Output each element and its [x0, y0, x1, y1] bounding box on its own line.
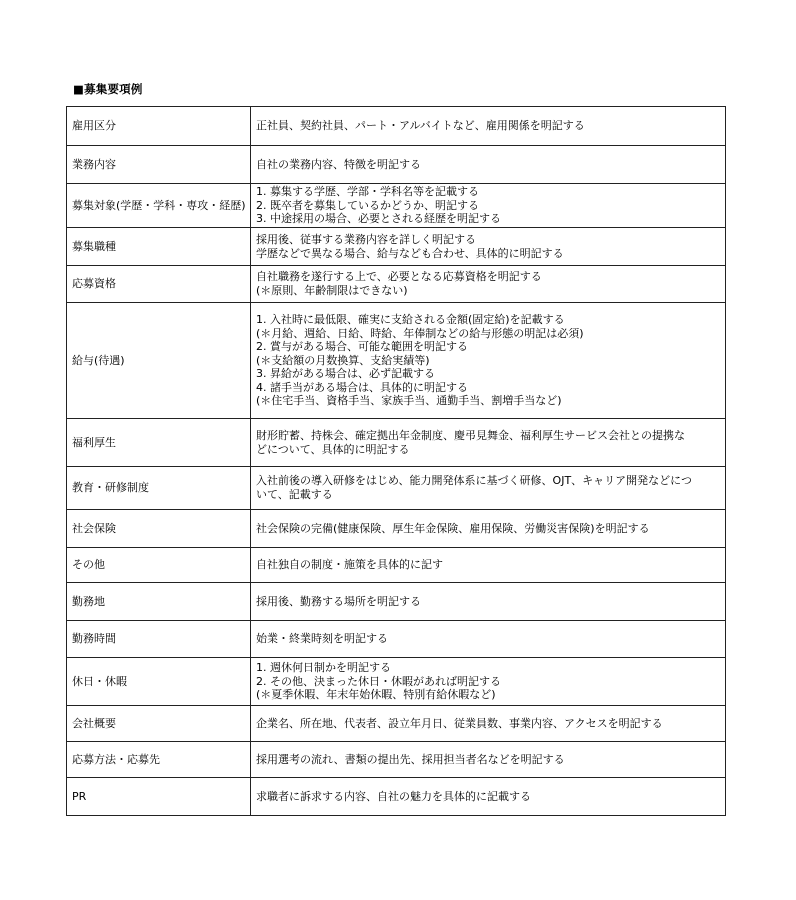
- content-line: 1. 週休何日制かを明記する: [256, 661, 391, 675]
- row-content: [251, 266, 726, 303]
- row-content: [251, 742, 726, 778]
- row-label: 応募資格: [67, 266, 251, 303]
- row-label: 募集職種: [67, 228, 251, 266]
- content-line: (＊月給、週給、日給、時給、年俸制などの給与形態の明記は必須): [256, 326, 584, 340]
- row-label: 給与(待遇): [67, 303, 251, 419]
- table-row: [67, 742, 726, 778]
- content-line: 2. その他、決まった休日・休暇があれば明記する: [256, 674, 501, 688]
- row-content: [251, 184, 726, 228]
- content-line: 3. 昇給がある場合は、必ず記載する: [256, 367, 435, 381]
- table-row: [67, 266, 726, 303]
- table-row: [67, 658, 726, 706]
- row-label: その他: [67, 548, 251, 583]
- content-line: 正社員、契約社員、パート・アルバイトなど、雇用関係を明記する: [256, 119, 585, 133]
- row-content: [251, 621, 726, 658]
- row-label: 休日・休暇: [67, 658, 251, 706]
- table-row: [67, 467, 726, 510]
- content-line: 入社前後の導入研修をはじめ、能力開発体系に基づく研修、OJT、キャリア開発などにつ: [256, 474, 692, 488]
- table-row: [67, 548, 726, 583]
- table-row: [67, 419, 726, 467]
- row-content: [251, 658, 726, 706]
- content-line: (＊支給額の月数換算、支給実績等): [256, 353, 430, 367]
- content-line: 自社職務を遂行する上で、必要となる応募資格を明記する: [256, 270, 542, 284]
- content-line: 1. 入社時に最低限、確実に支給される金額(固定給)を記載する: [256, 312, 565, 326]
- row-content: [251, 146, 726, 184]
- table-row: [67, 778, 726, 816]
- row-content: [251, 419, 726, 467]
- content-line: 採用選考の流れ、書類の提出先、採用担当者名などを明記する: [256, 752, 565, 766]
- content-line: 2. 既卒者を募集しているかどうか、明記する: [256, 198, 479, 212]
- row-label: 募集対象(学歴・学科・専攻・経歴): [67, 184, 251, 228]
- content-line: 企業名、所在地、代表者、設立年月日、従業員数、事業内容、アクセスを明記する: [256, 716, 663, 730]
- page-title: ■募集要項例: [73, 82, 143, 96]
- row-label: 業務内容: [67, 146, 251, 184]
- row-content: [251, 706, 726, 742]
- content-line: (＊住宅手当、資格手当、家族手当、通勤手当、割増手当など): [256, 394, 562, 408]
- row-label: 雇用区分: [67, 107, 251, 146]
- row-label: 社会保険: [67, 510, 251, 548]
- requirements-table: [66, 106, 726, 816]
- row-label: 勤務時間: [67, 621, 251, 658]
- row-content: [251, 548, 726, 583]
- content-line: 2. 賞与がある場合、可能な範囲を明記する: [256, 340, 468, 354]
- content-line: 採用後、従事する業務内容を詳しく明記する: [256, 232, 476, 246]
- row-content: [251, 228, 726, 266]
- row-label: 福利厚生: [67, 419, 251, 467]
- content-line: 社会保険の完備(健康保険、厚生年金保険、雇用保険、労働災害保険)を明記する: [256, 521, 650, 535]
- row-content: [251, 303, 726, 419]
- row-content: [251, 467, 726, 510]
- table-row: [67, 510, 726, 548]
- row-label: 会社概要: [67, 706, 251, 742]
- content-line: (＊夏季休暇、年末年始休暇、特別有給休暇など): [256, 688, 496, 702]
- table-row: [67, 228, 726, 266]
- content-line: 4. 諸手当がある場合は、具体的に明記する: [256, 380, 468, 394]
- content-line: 求職者に訴求する内容、自社の魅力を具体的に記載する: [256, 789, 531, 803]
- table-row: [67, 303, 726, 419]
- content-line: 学歴などで異なる場合、給与なども合わせ、具体的に明記する: [256, 246, 564, 260]
- row-label: 勤務地: [67, 583, 251, 621]
- content-line: どについて、具体的に明記する: [256, 442, 410, 456]
- row-label: 教育・研修制度: [67, 467, 251, 510]
- content-line: 始業・終業時刻を明記する: [256, 632, 388, 646]
- row-content: [251, 107, 726, 146]
- row-content: [251, 583, 726, 621]
- row-label: 応募方法・応募先: [67, 742, 251, 778]
- table-row: [67, 184, 726, 228]
- table-row: [67, 107, 726, 146]
- table-row: [67, 583, 726, 621]
- row-content: [251, 778, 726, 816]
- row-content: [251, 510, 726, 548]
- content-line: 自社の業務内容、特徴を明記する: [256, 157, 421, 171]
- content-line: いて、記載する: [256, 488, 333, 501]
- content-line: 財形貯蓄、持株会、確定拠出年金制度、慶弔見舞金、福利厚生サービス会社との提携な: [256, 428, 685, 442]
- row-label: PR: [67, 778, 251, 816]
- content-line: 1. 募集する学歴、学部・学科名等を記載する: [256, 185, 479, 199]
- table-row: [67, 146, 726, 184]
- table-row: [67, 621, 726, 658]
- table-row: [67, 706, 726, 742]
- content-line: 3. 中途採用の場合、必要とされる経歴を明記する: [256, 212, 501, 226]
- content-line: 採用後、勤務する場所を明記する: [256, 594, 421, 608]
- content-line: 自社独自の制度・施策を具体的に記す: [256, 558, 443, 572]
- content-line: (＊原則、年齢制限はできない): [256, 284, 408, 297]
